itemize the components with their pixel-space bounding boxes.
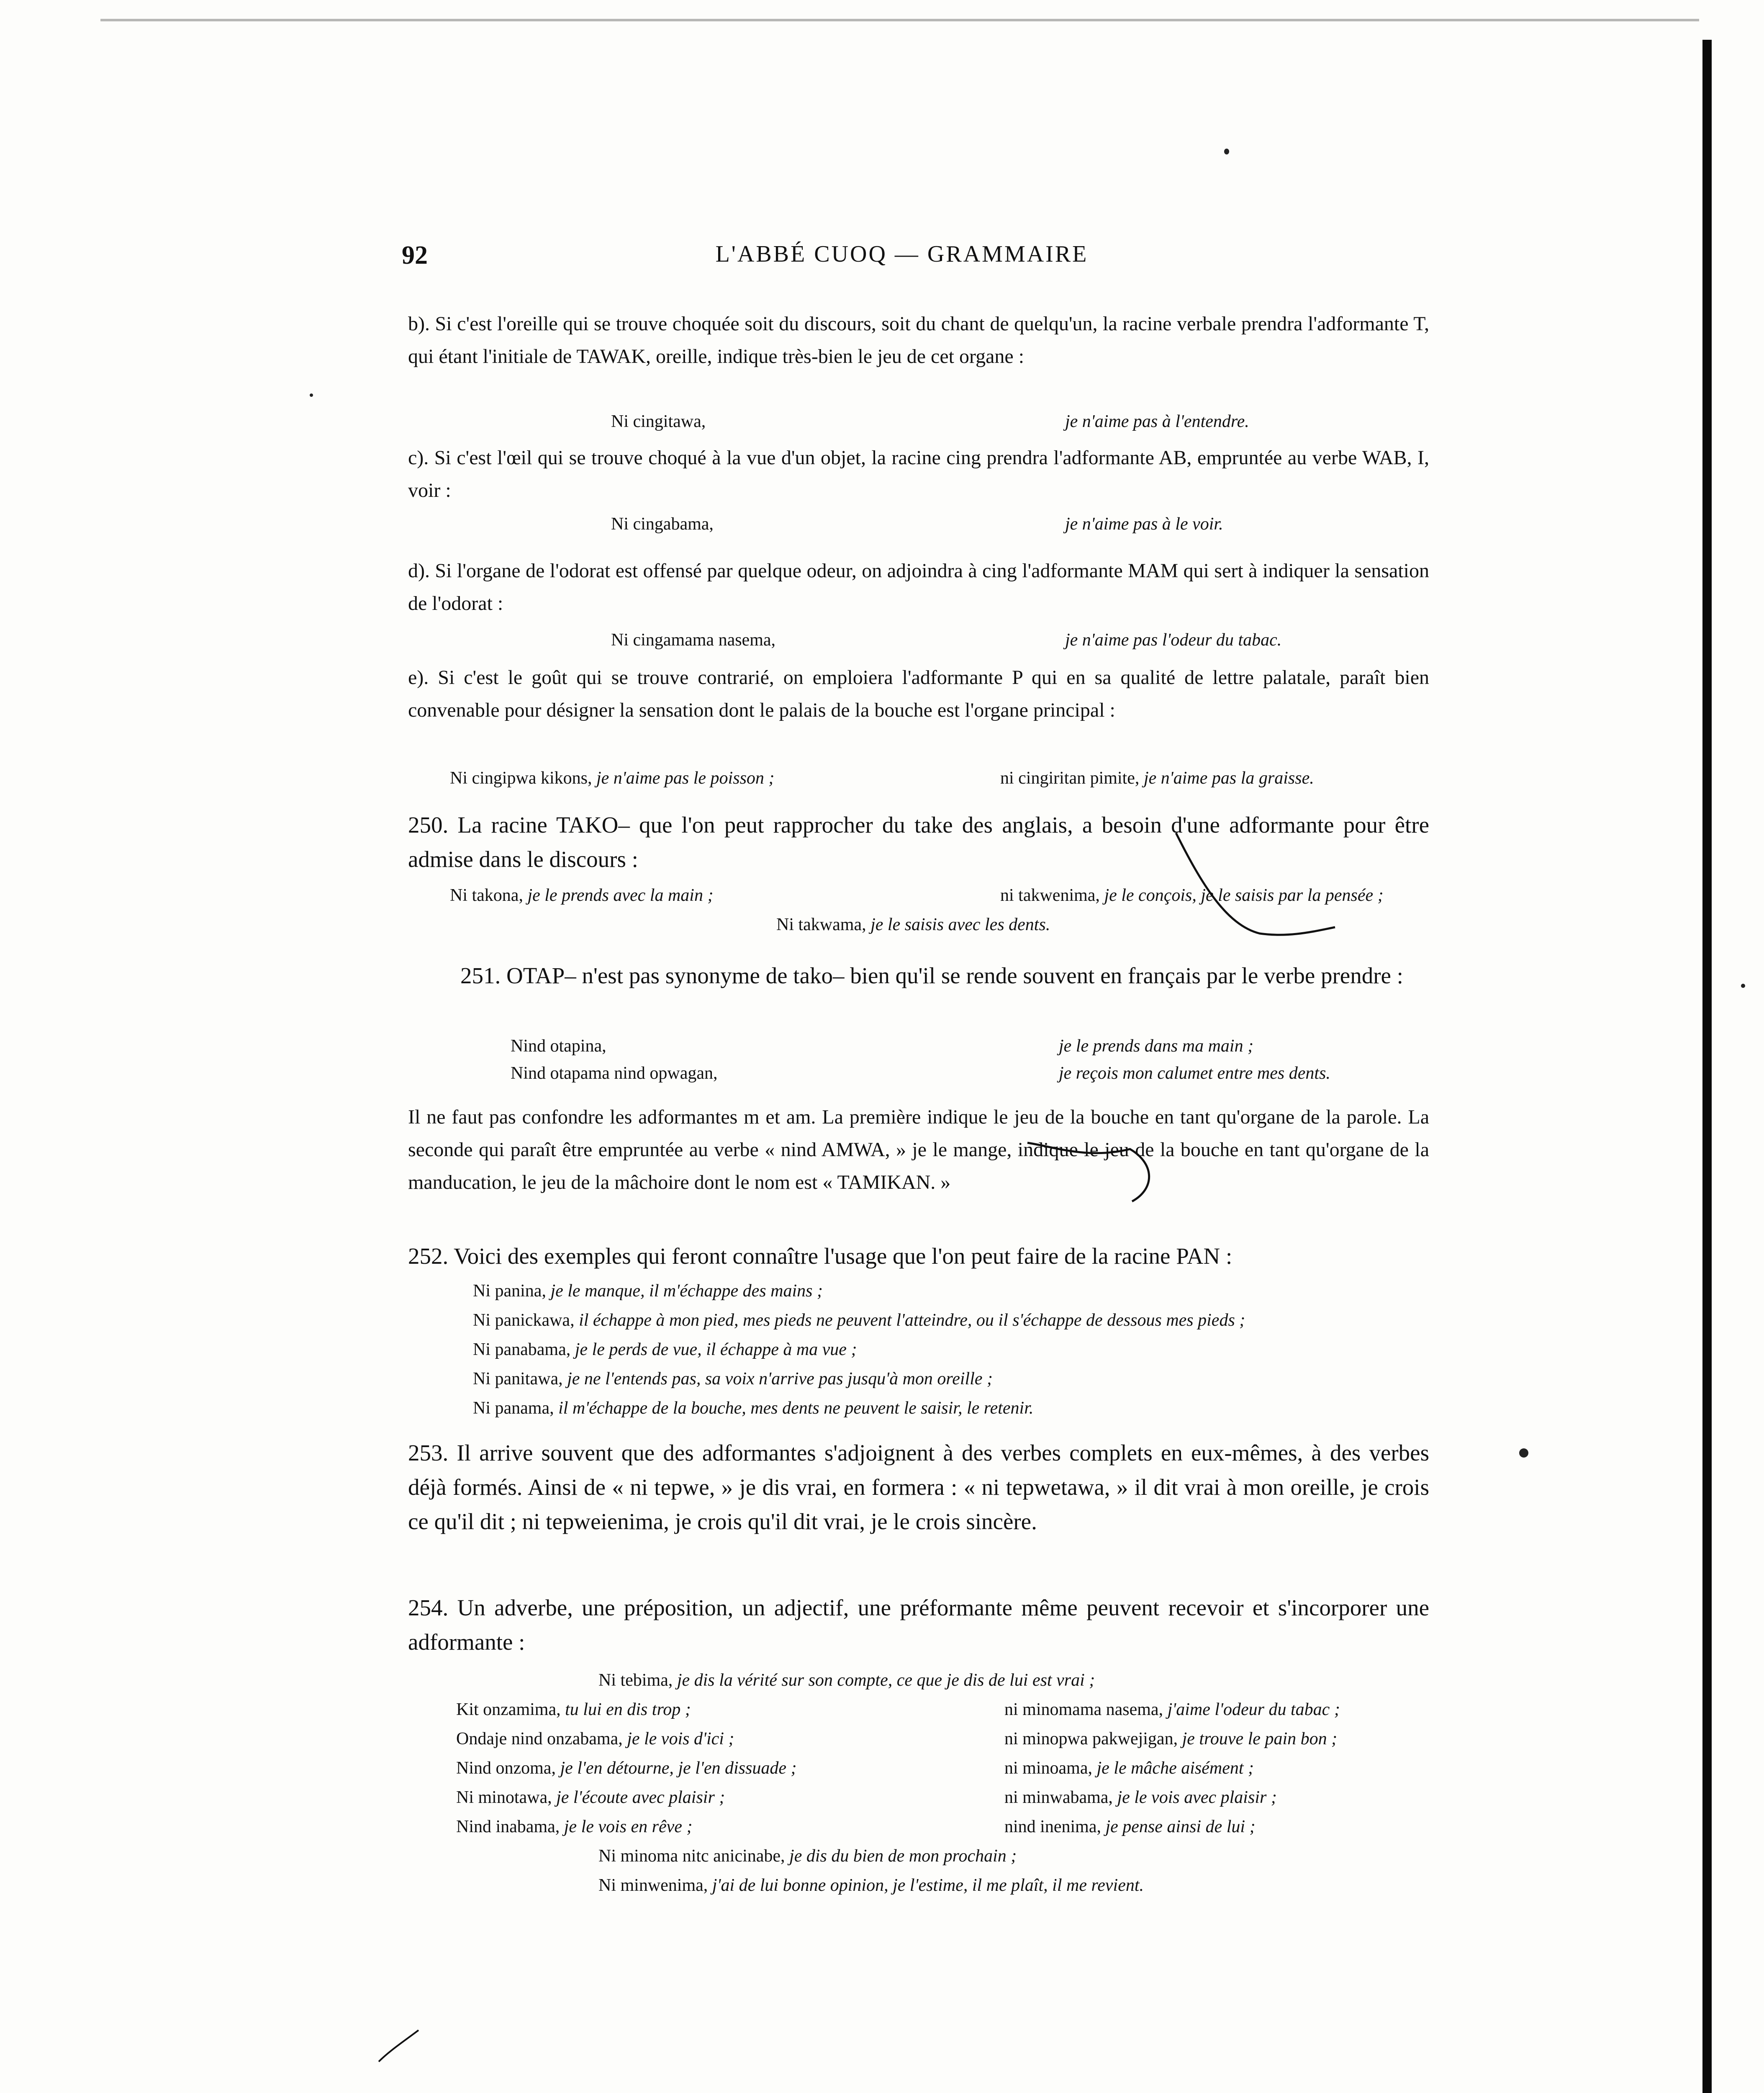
example-term: Ondaje nind onzabama, (456, 1729, 623, 1748)
example-gloss: je le vois en rêve ; (564, 1817, 693, 1836)
example-gloss: je le perds de vue, il échappe à ma vue ; (575, 1340, 857, 1359)
example-gloss: je le conçois, je le saisis par la pensée ; (1104, 886, 1384, 905)
example-gloss: il échappe à mon pied, mes pieds ne peuvent l'atteindre, ou il s'échappe de dessous mes pieds ; (579, 1311, 1245, 1330)
page-number: 92 (402, 241, 428, 270)
section-254: 254. Un adverbe, une préposition, un adjectif, une préformante même peuvent recevoir et s'incorporer une adformante : (408, 1595, 1429, 1655)
paragraph-e: e). Si c'est le goût qui se trouve contrarié, on emploiera l'adformante P qui en sa qualité de lettre palatale, paraît bien convenable pour désigner la sensation dont le palais de la bouche est l'organe principal : (408, 666, 1429, 721)
example-term: Nind otapama nind opwagan, (511, 1064, 718, 1083)
example-term: Ni cingitawa, (611, 412, 706, 431)
example-gloss: je le manque, il m'échappe des mains ; (550, 1281, 823, 1301)
example-gloss: je dis la vérité sur son compte, ce que je dis de lui est vrai ; (677, 1671, 1095, 1690)
example-term: Kit onzamima, (456, 1700, 561, 1719)
example-gloss: j'ai de lui bonne opinion, je l'estime, il me plaît, il me revient. (712, 1876, 1144, 1895)
example-term: ni minomama nasema, (1004, 1700, 1163, 1719)
example-gloss: je ne l'entends pas, sa voix n'arrive pas jusqu'à mon oreille ; (567, 1369, 993, 1388)
example-term: ni minwabama, (1004, 1788, 1113, 1807)
example-gloss: je dis du bien de mon prochain ; (789, 1846, 1017, 1866)
example-term: Ni cingabama, (611, 514, 714, 534)
paragraph-c: c). Si c'est l'œil qui se trouve choqué à la vue d'un objet, la racine cing prendra l'adformante AB, empruntée au verbe WAB, I, voir : (408, 447, 1429, 501)
example-term: Nind inabama, (456, 1817, 560, 1836)
example-term: ni minoama, (1004, 1759, 1092, 1778)
example-gloss: je n'aime pas à l'entendre. (1065, 412, 1249, 431)
example-term: nind inenima, (1004, 1817, 1101, 1836)
example-gloss: je le vois d'ici ; (627, 1729, 734, 1748)
example-gloss: je n'aime pas le poisson ; (596, 769, 775, 788)
example-gloss: je pense ainsi de lui ; (1105, 1817, 1256, 1836)
example-term: ni takwenima, (1000, 886, 1100, 905)
example-gloss: je trouve le pain bon ; (1182, 1729, 1338, 1748)
example-term: Ni panitawa, (473, 1369, 563, 1388)
example-gloss: je reçois mon calumet entre mes dents. (1059, 1064, 1330, 1083)
example-term: Ni minwenima, (598, 1876, 708, 1895)
example-gloss: je l'écoute avec plaisir ; (556, 1788, 725, 1807)
example-term: Ni panina, (473, 1281, 546, 1301)
example-gloss: j'aime l'odeur du tabac ; (1167, 1700, 1340, 1719)
example-gloss: je le saisis avec les dents. (870, 915, 1050, 934)
example-term: Ni tebima, (598, 1671, 673, 1690)
example-term: Nind onzoma, (456, 1759, 556, 1778)
example-term: ni cingiritan pimite, (1000, 769, 1140, 788)
example-gloss: je l'en détourne, je l'en dissuade ; (560, 1759, 797, 1778)
example-gloss: il m'échappe de la bouche, mes dents ne peuvent le saisir, le retenir. (558, 1399, 1034, 1418)
section-251: 251. OTAP– n'est pas synonyme de tako– bien qu'il se rende souvent en français par le verbe prendre : (460, 963, 1403, 988)
running-title: L'ABBÉ CUOQ — GRAMMAIRE (715, 241, 1089, 267)
example-term: Ni minotawa, (456, 1788, 552, 1807)
paragraph-d: d). Si l'organe de l'odorat est offensé par quelque odeur, on adjoindra à cing l'adformante MAM qui sert à indiquer la sensation de l'odorat : (408, 560, 1429, 615)
example-gloss: je le mâche aisément ; (1096, 1759, 1254, 1778)
example-gloss: je n'aime pas l'odeur du tabac. (1065, 630, 1282, 650)
example-gloss: tu lui en dis trop ; (565, 1700, 691, 1719)
example-term: Ni takona, (450, 886, 523, 905)
example-term: Ni panickawa, (473, 1311, 575, 1330)
example-gloss: je n'aime pas la graisse. (1143, 769, 1314, 788)
example-term: Ni cingipwa kikons, (450, 769, 592, 788)
example-gloss: je le prends dans ma main ; (1059, 1036, 1254, 1056)
paragraph-b: b). Si c'est l'oreille qui se trouve choquée soit du discours, soit du chant de quelqu'un, la racine verbale prendra l'adformante T, qui étant l'initiale de TAWAK, oreille, indique très-bien le jeu de cet organe : (408, 313, 1429, 368)
pen-stroke (1027, 1143, 1149, 1201)
section-252: 252. Voici des exemples qui feront connaître l'usage que l'on peut faire de la racine PAN : (408, 1243, 1232, 1269)
example-term: Nind otapina, (511, 1036, 606, 1056)
example-term: ni minopwa pakwejigan, (1004, 1729, 1178, 1748)
example-term: Ni panama, (473, 1399, 554, 1418)
example-gloss: je le vois avec plaisir ; (1117, 1788, 1277, 1807)
example-term: Ni takwama, (776, 915, 866, 934)
adformante-note: Il ne faut pas confondre les adformantes m et am. La première indique le jeu de la bouche en tant qu'organe de la parole. La seconde qui paraît être empruntée au verbe « nind AMWA, » je le mange, indique le jeu de la bouche en tant qu'organe de la manducation, le jeu de la mâchoire dont le nom est « TAMIKAN. » (408, 1106, 1429, 1193)
example-term: Ni cingamama nasema, (611, 630, 776, 650)
pen-stroke (379, 2030, 419, 2062)
example-term: Ni panabama, (473, 1340, 571, 1359)
section-250: 250. La racine TAKO– que l'on peut rapprocher du take des anglais, a besoin d'une adformante pour être admise dans le discours : (408, 812, 1429, 872)
example-gloss: je le prends avec la main ; (527, 886, 714, 905)
section-253: 253. Il arrive souvent que des adformantes s'adjoignent à des verbes complets en eux-mêmes, à des verbes déjà formés. Ainsi de « ni tepwe, » je dis vrai, en formera : « ni tepwetawa, » il dit vrai à mon oreille, je crois ce qu'il dit ; ni tepweienima, je crois qu'il dit vrai, je le crois sincère. (408, 1440, 1429, 1534)
example-gloss: je n'aime pas à le voir. (1065, 514, 1223, 534)
pen-stroke (1176, 833, 1335, 935)
example-term: Ni minoma nitc anicinabe, (598, 1846, 785, 1866)
